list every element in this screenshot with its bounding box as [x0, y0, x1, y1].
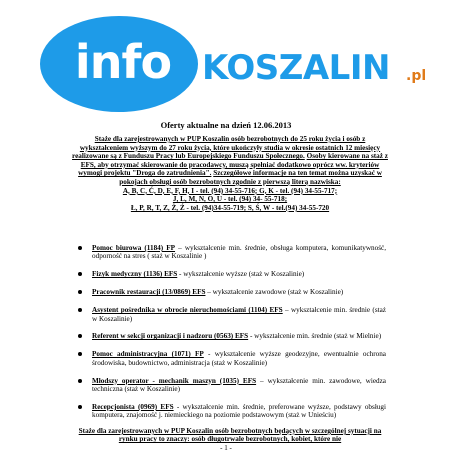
- intro-paragraph-2: Osoby kierowane na staż z EFS, aby otrzymać skierowanie do pracodawcy, muszą spełniać dodatkowo oprócz ww. kryteriów wymogi projektu "Droga do zatrudnienia".: [78, 152, 388, 178]
- bullet-icon: [78, 246, 82, 250]
- offer-title: Pracownik restauracji (13/0869) EFS: [92, 288, 206, 297]
- logo-city-text: KOSZALIN: [202, 48, 390, 88]
- bullet-icon: [78, 290, 82, 294]
- info-koszalin-logo: [40, 16, 427, 116]
- bullet-icon: [78, 272, 82, 276]
- offer-item: [76, 270, 386, 278]
- offer-item: [76, 306, 386, 323]
- offer-title: Referent w sekcji organizacji i nadzoru (0563) EFS: [92, 332, 249, 341]
- offer-description: - wykształcenie wyższe geodezyjne, ewentualnie ochrona środowiska, budownictwo, administracja (staż w Koszalinie): [92, 350, 386, 367]
- offers-list: [76, 244, 386, 429]
- offer-title: Młodszy operator - mechanik maszyn (1035) EFS: [92, 376, 257, 385]
- bullet-icon: [78, 352, 82, 356]
- logo-tld-text: .pl: [406, 68, 427, 84]
- contact-line-1: A, B, C, Ć, D, E, F, H, I - tel. (94) 34-55-716; G, K - tel. (94) 34-55-717;: [122, 186, 338, 195]
- offer-item: [76, 377, 386, 394]
- offer-item: [76, 332, 386, 340]
- offer-description: – wykształcenie min. średnie, obsługa komputera, komunikatywność, odporność na stres ( staż w Koszalinie ): [92, 244, 386, 261]
- offer-description: – wykształcenie min. zawodowe, wiedza techniczna (staż w Koszalinie): [92, 376, 386, 394]
- offer-title: Asystent pośrednika w obrocie nieruchomościami (1104) EFS: [92, 306, 283, 315]
- offer-title: Fizyk medyczny (1136) EFS: [92, 270, 178, 279]
- offer-description: – wykształcenie min. średnie (staż w Koszalinie): [92, 306, 386, 323]
- contact-line-3: Ł, P, R, T, Z, Ż, Ź - tel. (94)34-55-719; S, Ś, W - tel.(94) 34-55-720: [130, 203, 330, 212]
- bullet-icon: [78, 405, 82, 409]
- offer-title: Recepcjonista (0969) EFS: [92, 402, 174, 411]
- intro-paragraph-3: Szczegółowe informacje na ten temat można uzyskać w pokojach obsługi osób bezrobotnych zgodnie z pierwszą literą nazwiska:: [119, 169, 382, 186]
- intro-paragraph-1: Staże dla zarejestrowanych w PUP Koszalin osób bezrobotnych do 25 roku życia i osób z wykształceniem wyższym do 27 roku życia, które ukończyły studia w okresie ostatnich 12 miesięcy realizowane są z Funduszu Pracy lub Europejskiego Funduszu Społecznego.: [72, 135, 381, 161]
- offer-item: [76, 403, 386, 420]
- logo-info-text: info: [74, 35, 172, 89]
- bullet-icon: [78, 379, 82, 383]
- offer-item: [76, 350, 386, 367]
- bullet-icon: [78, 308, 82, 312]
- intro-section: [72, 135, 388, 212]
- bullet-icon: [78, 334, 82, 338]
- page-number: - 1 -: [220, 444, 232, 452]
- offer-item: [76, 244, 386, 261]
- offer-description: - wykształcenie min. średnie, preferowane wyższe, podstawy obsługi komputera, znajomość j. niemieckiego na poziomie podstawowym (staż w Unieściu): [92, 402, 386, 420]
- offer-title: Pomoc administracyjna (1071) FP: [92, 350, 204, 359]
- contact-line-2: J, L, M, N, O, U - tel. (94) 34- 55-718;: [172, 195, 288, 204]
- offer-title: Pomoc biurowa (1184) FP: [92, 244, 176, 252]
- offer-description: - wykształcenie wyższe (staż w Koszalinie): [177, 270, 305, 279]
- offer-description: - wykształcenie min. średnie (staż w Mielnie): [248, 332, 382, 341]
- offer-description: – wykształcenie zawodowe (staż w Koszalinie): [205, 288, 344, 297]
- offer-item: [76, 288, 386, 296]
- offers-date: Oferty aktualne na dzień 12.06.2013: [160, 120, 292, 130]
- outro-paragraph: Staże dla zarejestrowanych w PUP Koszalin osób bezrobotnych będących w szczególnej sytuacji na rynku pracy to znaczy: osób długotrwale bezrobotnych, kobiet, które nie: [78, 427, 382, 444]
